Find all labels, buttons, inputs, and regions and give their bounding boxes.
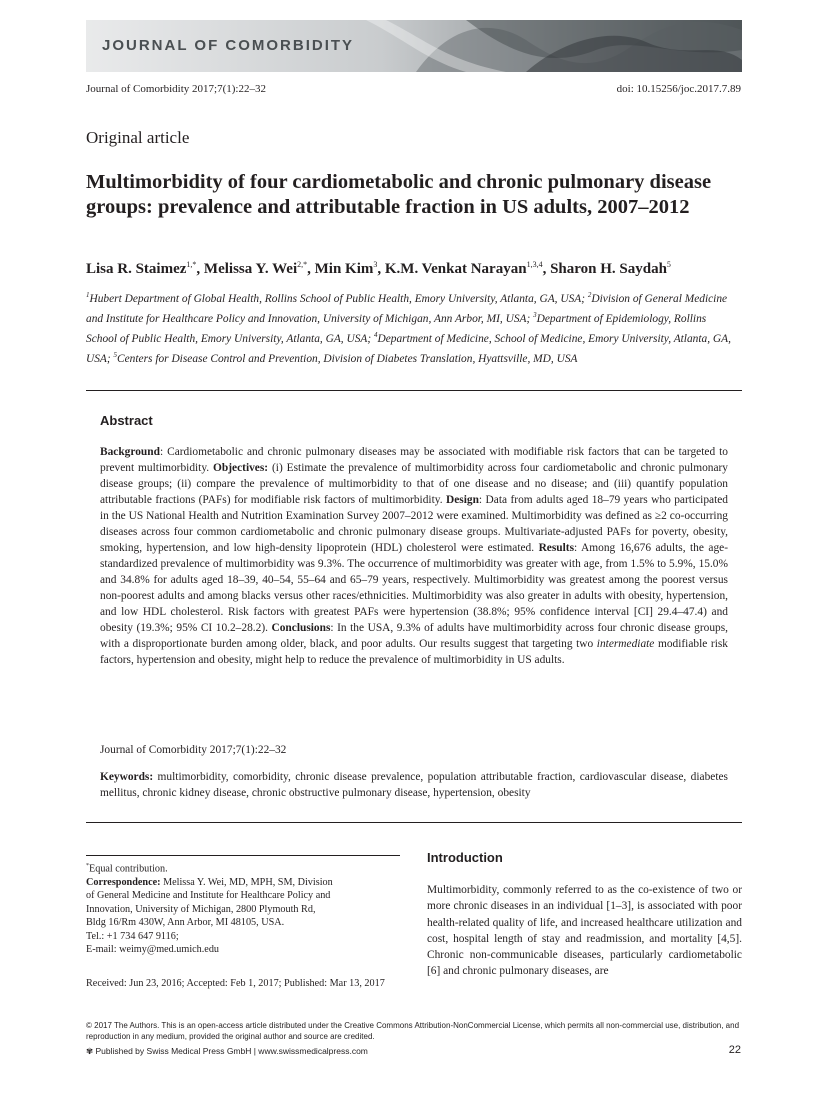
correspondence-line: Tel.: +1 734 647 9116; <box>86 930 179 942</box>
abstract-results-text: : Among 16,676 adults, the age-standardized prevalence of multimorbidity was 9.3%. The occurrence of multimorbidity was greater with age, from 1.5% to 5.9%, 15.0% and 34.8% for adults aged 18–39, 40–54, 55–64 and 65–79 years, respectively. Multimorbidity was greatest among the poorest versus non-poorest adults and among blacks versus other races/ethnicities. Multimorbidity was also greater in adults with obesity, hypertension, and low HDL cholesterol. Risk factors with greatest PAFs were hypertension (38.8%; 95% confidence interval [CI] 29.4–47.4) and obesity (19.3%; 95% CI 10.2–28.2). <box>100 542 729 634</box>
journal-banner <box>86 20 742 72</box>
publisher-logo-icon: ✾ <box>86 1046 94 1056</box>
abstract-conclusions-emphasis: intermediate <box>596 638 655 650</box>
affiliation-number: 5 <box>113 351 118 360</box>
correspondence-email[interactable]: E-mail: weimy@med.umich.edu <box>86 944 220 956</box>
abstract-citation: Journal of Comorbidity 2017;7(1):22–32 <box>100 744 287 756</box>
correspondence <box>86 876 386 957</box>
abstract-results-label: Results <box>538 542 575 554</box>
equal-contribution-note <box>86 860 386 876</box>
affiliation-number: 1 <box>86 291 90 299</box>
license-notice: © 2017 The Authors. This is an open-access article distributed under the Creative Commons Attribution-NonCommercial License, which permits all non-commercial use, distribution, and reproduction in any medium, provided the original author and source are credited. <box>86 1021 740 1041</box>
equal-contribution-sup: * <box>86 863 89 869</box>
abstract-conclusions-label: Conclusions <box>271 622 331 634</box>
introduction-text: Multimorbidity, commonly referred to as the co-existence of two or more chronic diseases in an individual [1–3], is associated with poor health-related quality of life, and increased healthcare utilization and cost, hospital length of stay and readmission, and mortality [4,5]. Chronic non-communicable diseases, particularly cardiometabolic [6] and chronic pulmonary diseases, are <box>427 884 742 978</box>
correspondence-line: of General Medicine and Institute for Healthcare Policy and <box>86 890 331 902</box>
correspondence-line: Bldg 16/Rm 430W, Ann Arbor, MI 48105, USA. <box>86 917 285 929</box>
author-list <box>86 260 756 278</box>
keywords-text: multimorbidity, comorbidity, chronic disease prevalence, population attributable fraction, cardiovascular disease, diabetes mellitus, chronic kidney disease, chronic obstructive pulmonary disease, hypertension, obesity <box>100 771 728 799</box>
abstract-objectives-text: (i) Estimate the prevalence of multimorbidity across four cardiometabolic and chronic pulmonary disease groups; (ii) compare the prevalence of multimorbidity to that of one disease and no disease; and (iii) quantify population attributable fractions (PAFs) for modifiable risk factors of multimorbidity. <box>100 462 728 506</box>
abstract-background-label: Background <box>100 446 160 458</box>
author-affiliation-sup: 2,* <box>297 260 308 269</box>
abstract-body <box>100 444 728 668</box>
affiliation-number: 3 <box>533 311 537 320</box>
author-separator: , <box>196 261 204 277</box>
author-affiliation-sup: 3 <box>373 260 378 269</box>
abstract-bottom-rule <box>86 822 742 823</box>
affiliation-text: Division of General Medicine and Institute for Healthcare Policy and Innovation, University of Michigan, Ann Arbor, MI, USA; <box>86 292 728 325</box>
abstract-top-rule <box>86 390 742 391</box>
correspondence-line: Melissa Y. Wei, MD, MPH, SM, Division <box>160 876 333 888</box>
running-citation: Journal of Comorbidity 2017;7(1):22–32 <box>86 83 266 95</box>
author-affiliation-sup: 1,3,4 <box>526 260 543 269</box>
article-dates: Received: Jun 23, 2016; Accepted: Feb 1, 2017; Published: Mar 13, 2017 <box>86 977 385 989</box>
introduction-heading: Introduction <box>427 850 503 865</box>
footnote-rule <box>86 855 400 856</box>
abstract-conclusions-text: : In the USA, 9.3% of adults have multimorbidity across four chronic disease groups, with a disproportionate burden among older, black, and poor adults. Our results suggest that targeting two <box>100 622 728 650</box>
author-name: Sharon H. Saydah <box>550 261 667 277</box>
abstract-objectives-label: Objectives: <box>213 462 269 474</box>
affiliation-number: 2 <box>587 291 592 299</box>
affiliation-text: Department of Epidemiology, Rollins School of Public Health, Emory University, Atlanta, GA, USA; <box>86 312 707 345</box>
affiliation-text: Hubert Department of Global Health, Rollins School of Public Health, Emory University, Atlanta, GA, USA; <box>89 292 588 305</box>
abstract-conclusions-text-end: modifiable risk factors, hypertension and obesity, might help to reduce the prevalence of multimorbidity in US adults. <box>100 638 728 666</box>
footnotes <box>86 860 386 990</box>
abstract-heading: Abstract <box>100 413 153 428</box>
author-affiliation-sup: 1,* <box>186 260 197 269</box>
author-separator: , <box>307 261 315 277</box>
author-name: Melissa Y. Wei <box>203 261 298 277</box>
article-type: Original article <box>86 128 190 147</box>
abstract-design-text: : Data from adults aged 18–79 years who participated in the US National Health and Nutrition Examination Survey 2007–2012 were examined. Multimorbidity was defined as ≥2 co-occurring diseases across four common cardiometabolic and chronic pulmonary disease groups. Multivariate-adjusted PAFs for poverty, obesity, smoking, hypertension, and low high-density lipoprotein (HDL) cholesterol were estimated. <box>100 494 728 554</box>
doi: doi: 10.15256/joc.2017.7.89 <box>616 83 741 95</box>
author-separator: , <box>542 261 551 277</box>
keywords <box>100 769 728 801</box>
author-separator: , <box>377 261 385 277</box>
affiliations <box>86 287 738 367</box>
author-name: Min Kim <box>314 261 374 277</box>
equal-contribution-text: Equal contribution. <box>89 863 168 875</box>
keywords-label: Keywords: <box>100 771 154 783</box>
abstract-design-label: Design <box>446 494 479 506</box>
journal-banner-title: JOURNAL OF COMORBIDITY <box>102 37 355 54</box>
abstract-background-text: : Cardiometabolic and chronic pulmonary diseases may be associated with modifiable risk factors that can be targeted to prevent multimorbidity. <box>100 446 728 474</box>
author-affiliation-sup: 5 <box>666 260 671 269</box>
author-name: K.M. Venkat Narayan <box>384 261 527 277</box>
author-name: Lisa R. Staimez <box>86 261 187 277</box>
correspondence-line: Innovation, University of Michigan, 2800 Plymouth Rd, <box>86 903 316 915</box>
affiliation-number: 4 <box>374 331 378 340</box>
page-number: 22 <box>728 1044 741 1056</box>
affiliation-text: Centers for Disease Control and Prevention, Division of Diabetes Translation, Hyattsville, MD, USA <box>117 353 578 366</box>
publisher-line <box>86 1046 368 1057</box>
publisher-text: Published by Swiss Medical Press GmbH | www.swissmedicalpress.com <box>93 1046 368 1056</box>
correspondence-label: Correspondence: <box>86 876 161 888</box>
article-title: Multimorbidity of four cardiometabolic and chronic pulmonary disease groups: prevalence and attributable fraction in US adults, 2007–2012 <box>86 171 712 218</box>
affiliation-text: Department of Medicine, School of Medicine, Emory University, Atlanta, GA, USA; <box>86 332 731 366</box>
